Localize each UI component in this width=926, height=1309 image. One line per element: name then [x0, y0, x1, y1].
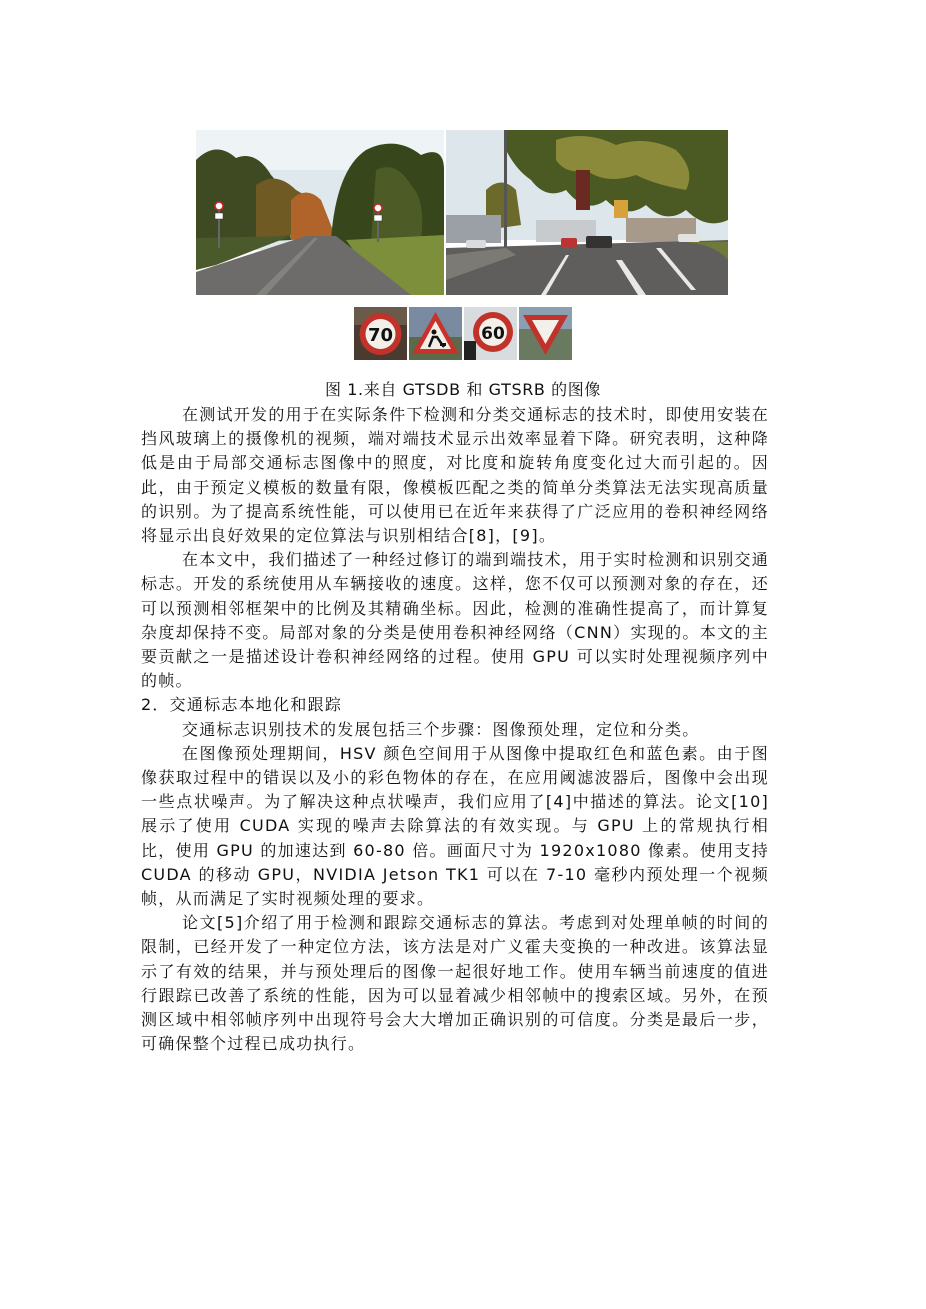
figure-sign-thumbnails [354, 307, 572, 361]
speed-limit-60-sign-icon [464, 307, 517, 360]
section-heading: 2．交通标志本地化和跟踪 [141, 695, 343, 715]
figure-photos [196, 130, 728, 295]
svg-text:60: 60 [481, 324, 505, 344]
yield-sign-icon [519, 307, 572, 360]
paragraph: 交通标志识别技术的发展包括三个步骤：图像预处理，定位和分类。 [182, 719, 700, 739]
svg-text:70: 70 [367, 325, 394, 346]
roadworks-warning-sign-icon [409, 307, 462, 360]
road-scene-right-image [446, 130, 728, 295]
figure-caption: 图 1.来自 GTSDB 和 GTSRB 的图像 [324, 380, 601, 399]
speed-limit-70-sign-icon [354, 307, 407, 360]
paragraph: 在本文中，我们描述了一种经过修订的端到端技术，用于实时检测和识别交通标志。开发的系统使用从车辆接收的速度。这样，您不仅可以预测对象的存在，还可以预测相邻框架中的比例及其精确坐标。因此，检测的准确性提高了，而计算复杂度却保持不变。局部对象的分类是使用卷积神经网络（CNN）实现的。本文的主要贡献之一是描述设计卷积神经网络的过程。使用 GPU 可以实时处理视频序列中的帧。 [141, 550, 769, 691]
paragraph: 论文[5]介绍了用于检测和跟踪交通标志的算法。考虑到对处理单帧的时间的限制，已经开发了一种定位方法，该方法是对广义霍夫变换的一种改进。该算法显示了有效的结果，并与预处理后的图像一起很好地工作。使用车辆当前速度的值进行跟踪已改善了系统的性能，因为可以显着减少相邻帧中的搜索区域。另外，在预测区域中相邻帧序列中出现符号会大大增加正确识别的可信度。分类是最后一步，可确保整个过程已成功执行。 [141, 913, 769, 1054]
body-text [141, 403, 769, 1056]
paragraph: 在图像预处理期间，HSV 颜色空间用于从图像中提取红色和蓝色素。由于图像获取过程中的错误以及小的彩色物体的存在，在应用阈滤波器后，图像中会出现一些点状噪声。为了解决这种点状噪声，我们应用了[4]中描述的算法。论文[10]展示了使用 CUDA 实现的噪声去除算法的有效实现。与 GPU 上的常规执行相比，使用 GPU 的加速达到 60-80 倍。画面尺寸为 1920x1080 像素。使用支持 CUDA 的移动 GPU，NVIDIA Jetson TK1 可以在 7-10 毫秒内预处理一个视频帧，从而满足了实时视频处理的要求。 [141, 743, 769, 909]
road-scene-left-image [196, 130, 444, 295]
paragraph: 在测试开发的用于在实际条件下检测和分类交通标志的技术时，即使用安装在挡风玻璃上的摄像机的视频，端对端技术显示出效率显着下降。研究表明，这种降低是由于局部交通标志图像中的照度，对比度和旋转角度变化过大而引起的。因此，由于预定义模板的数量有限，像模板匹配之类的简单分类算法无法实现高质量的识别。为了提高系统性能，可以使用已在近年来获得了广泛应用的卷积神经网络将显示出良好效果的定位算法与识别相结合[8]，[9]。 [141, 405, 769, 546]
